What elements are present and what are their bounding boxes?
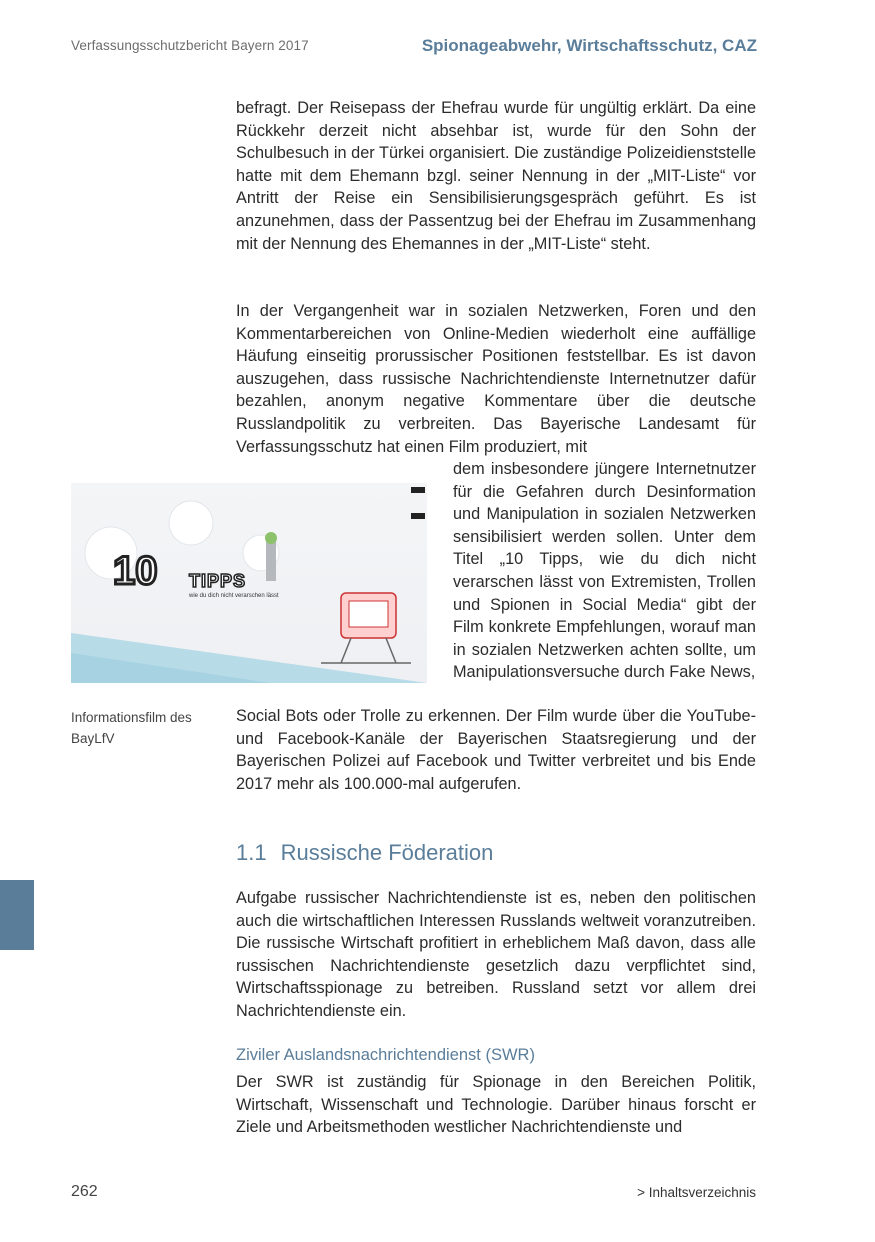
section-heading (236, 840, 493, 866)
paragraph-3-block (236, 887, 756, 1023)
paragraph-2-wrap-block (453, 458, 756, 684)
running-header-left: Verfassungsschutzbericht Bayern 2017 (71, 38, 309, 53)
figure-caption: Informationsfilm des BayLfV (71, 710, 192, 746)
paragraph-2-wrap: dem insbesondere jüngere Internetnutzer für die Gefahren durch Desinformation und Manipulation in sozialen Netzwerken sensibilisiert werden sollen. Unter dem Titel „10 Tipps, wie du dich nicht verarschen lässt von Extremisten, Trollen und Spionen in Social Media“ gibt der Film konkrete Empfehlungen, worauf man in sozialen Netzwerken achten sollte, um Manipulationsversuche durch Fake News, (453, 460, 756, 682)
thumbnail-title: TIPPS (189, 571, 247, 591)
paragraph-1-block (236, 97, 756, 255)
paragraph-3: Aufgabe russischer Nachrichtendienste ist es, neben den politischen auch die wirtschaftlichen Interessen Russlands weltweit voranzutreiben. Die russische Wirtschaft profitiert in erheblichem Maß davon, dass alle russischen Nachrichtendienste gesetzlich dazu verpflichtet sind, Wirtschaftsspionage zu betreiben. Russland setzt vor allem drei Nachrichtendienste ein. (236, 889, 756, 1020)
section-number: 1.1 (236, 840, 267, 865)
table-of-contents-link[interactable]: > Inhaltsverzeichnis (637, 1185, 756, 1200)
paragraph-2-continuation-block (236, 705, 756, 795)
section-title: Russische Föderation (280, 840, 494, 865)
thumbnail-subtitle: wie du dich nicht verarschen lässt (189, 593, 279, 599)
thumbnail-big-number: 10 (113, 549, 158, 593)
paragraph-1: befragt. Der Reisepass der Ehefrau wurde für ungültig erklärt. Da eine Rückkehr derzeit nicht absehbar ist, wurde für den Sohn der Schulbesuch in der Türkei organisiert. Die zuständige Polizeidienststelle hatte mit dem Ehemann bzgl. seiner Nennung in der „MIT-Liste“ vor Antritt der Reise ein Sensibilisierungsgespräch geführt. Es ist anzunehmen, dass der Passentzug bei der Ehefrau im Zusammenhang mit der Nennung des Ehemannes in der „MIT-Liste“ steht. (236, 99, 756, 253)
paragraph-4: Der SWR ist zuständig für Spionage in den Bereichen Politik, Wirtschaft, Wissenschaft und Technologie. Darüber hinaus forscht er Ziele und Arbeitsmethoden westlicher Nachrichtendienste und (236, 1073, 756, 1137)
running-header-right: Spionageabwehr, Wirtschaftsschutz, CAZ (421, 36, 757, 55)
video-thumbnail[interactable] (71, 483, 427, 683)
subheading-swr: Ziviler Auslandsnachrichtendienst (SWR) (236, 1046, 535, 1064)
chapter-side-tab (0, 880, 34, 950)
paragraph-2-continuation: Social Bots oder Trolle zu erkennen. Der Film wurde über die YouTube- und Facebook-Kanäle der Bayerischen Staatsregierung und der Bayerischen Polizei auf Facebook und Twitter verbreitet und bis Ende 2017 mehr als 100.000-mal aufgerufen. (236, 707, 756, 793)
paragraph-2-block (236, 300, 756, 458)
paragraph-2-top: In der Vergangenheit war in sozialen Netzwerken, Foren und den Kommentarbereichen von Online-Medien wiederholt eine auffällige Häufung einseitig prorussischer Positionen feststellbar. Es ist davon auszugehen, dass russische Nachrichtendienste Internetnutzer dafür bezahlen, anonym negative Kommentare über die deutsche Russlandpolitik zu verbreiten. Das Bayerische Landesamt für Verfassungsschutz hat einen Film produziert, mit (236, 302, 756, 456)
paragraph-4-block (236, 1071, 756, 1139)
page-number: 262 (71, 1183, 98, 1200)
